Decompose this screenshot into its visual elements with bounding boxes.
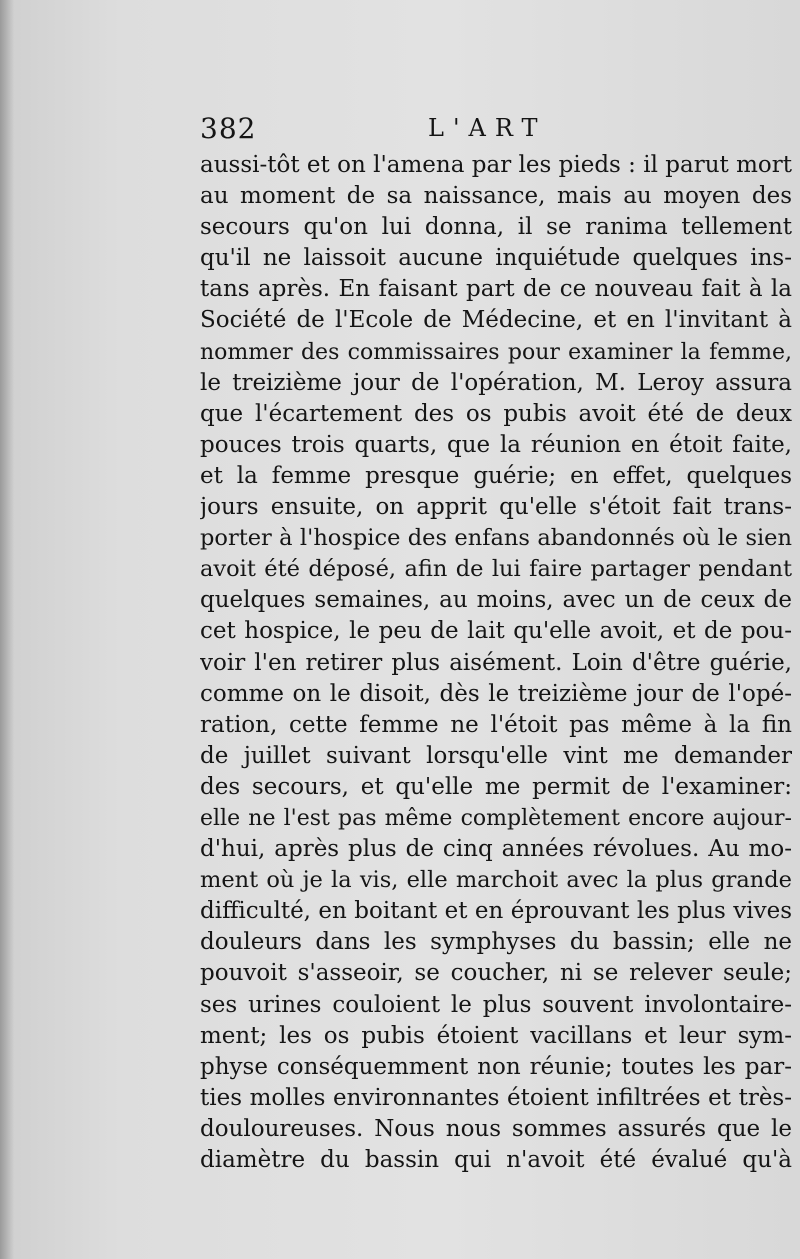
- text-line: ment où je la vis, elle marchoit avec la plus grande: [200, 867, 792, 894]
- running-head: L'ART: [428, 114, 547, 142]
- page-number: 382: [200, 112, 257, 145]
- text-line: comme on le disoit, dès le treizième jour de l'opé-: [200, 680, 792, 707]
- text-line: ration, cette femme ne l'étoit pas même à la fin: [200, 711, 792, 738]
- text-line: Société de l'Ecole de Médecine, et en l'invitant à: [200, 307, 792, 334]
- text-line: aussi-tôt et on l'amena par les pieds : il parut mort: [200, 152, 792, 178]
- text-line: difficulté, en boitant et en éprouvant les plus vives: [200, 898, 792, 925]
- page-header: [200, 112, 800, 146]
- text-line: douleurs dans les symphyses du bassin; elle ne: [200, 929, 792, 956]
- text-line: et la femme presque guérie; en effet, quelques: [200, 462, 792, 489]
- text-line: ment; les os pubis étoient vacillans et leur sym-: [200, 1022, 792, 1049]
- text-line: au moment de sa naissance, mais au moyen des: [200, 183, 792, 210]
- text-line: ties molles environnantes étoient infiltrées et très-: [200, 1084, 792, 1111]
- text-line: avoit été déposé, afin de lui faire partager pendant: [200, 556, 792, 583]
- text-line: ses urines couloient le plus souvent involontaire-: [200, 991, 792, 1018]
- text-line: elle ne l'est pas même complètement encore aujour-: [200, 805, 792, 831]
- text-line: d'hui, après plus de cinq années révolues. Au mo-: [200, 836, 792, 863]
- text-line: voir l'en retirer plus aisément. Loin d'être guérie,: [200, 649, 792, 676]
- text-line: douloureuses. Nous nous sommes assurés que le: [200, 1115, 792, 1142]
- page-gutter-shadow: [0, 0, 14, 1259]
- text-line: jours ensuite, on apprit qu'elle s'étoit fait trans-: [200, 494, 792, 521]
- text-line: des secours, et qu'elle me permit de l'examiner:: [200, 773, 792, 800]
- text-line: le treizième jour de l'opération, M. Leroy assura: [200, 369, 792, 396]
- text-line: qu'il ne laissoit aucune inquiétude quelques ins-: [200, 245, 792, 272]
- text-line: secours qu'on lui donna, il se ranima tellement: [200, 214, 792, 241]
- text-line: pouvoit s'asseoir, se coucher, ni se relever seule;: [200, 960, 792, 987]
- text-line: que l'écartement des os pubis avoit été de deux: [200, 400, 792, 427]
- text-line: physe conséquemment non réunie; toutes les par-: [200, 1053, 792, 1080]
- body-text: [200, 150, 792, 1176]
- text-line: cet hospice, le peu de lait qu'elle avoit, et de pou-: [200, 618, 792, 645]
- text-line: nommer des commissaires pour examiner la femme,: [200, 339, 792, 365]
- text-line: pouces trois quarts, que la réunion en étoit faite,: [200, 431, 792, 458]
- text-line: diamètre du bassin qui n'avoit été évalué qu'à: [200, 1147, 792, 1173]
- text-line: de juillet suivant lorsqu'elle vint me demander: [200, 742, 792, 769]
- text-line: porter à l'hospice des enfans abandonnés où le sien: [200, 525, 792, 552]
- text-line: tans après. En faisant part de ce nouveau fait à la: [200, 276, 792, 303]
- text-line: quelques semaines, au moins, avec un de ceux de: [200, 587, 792, 614]
